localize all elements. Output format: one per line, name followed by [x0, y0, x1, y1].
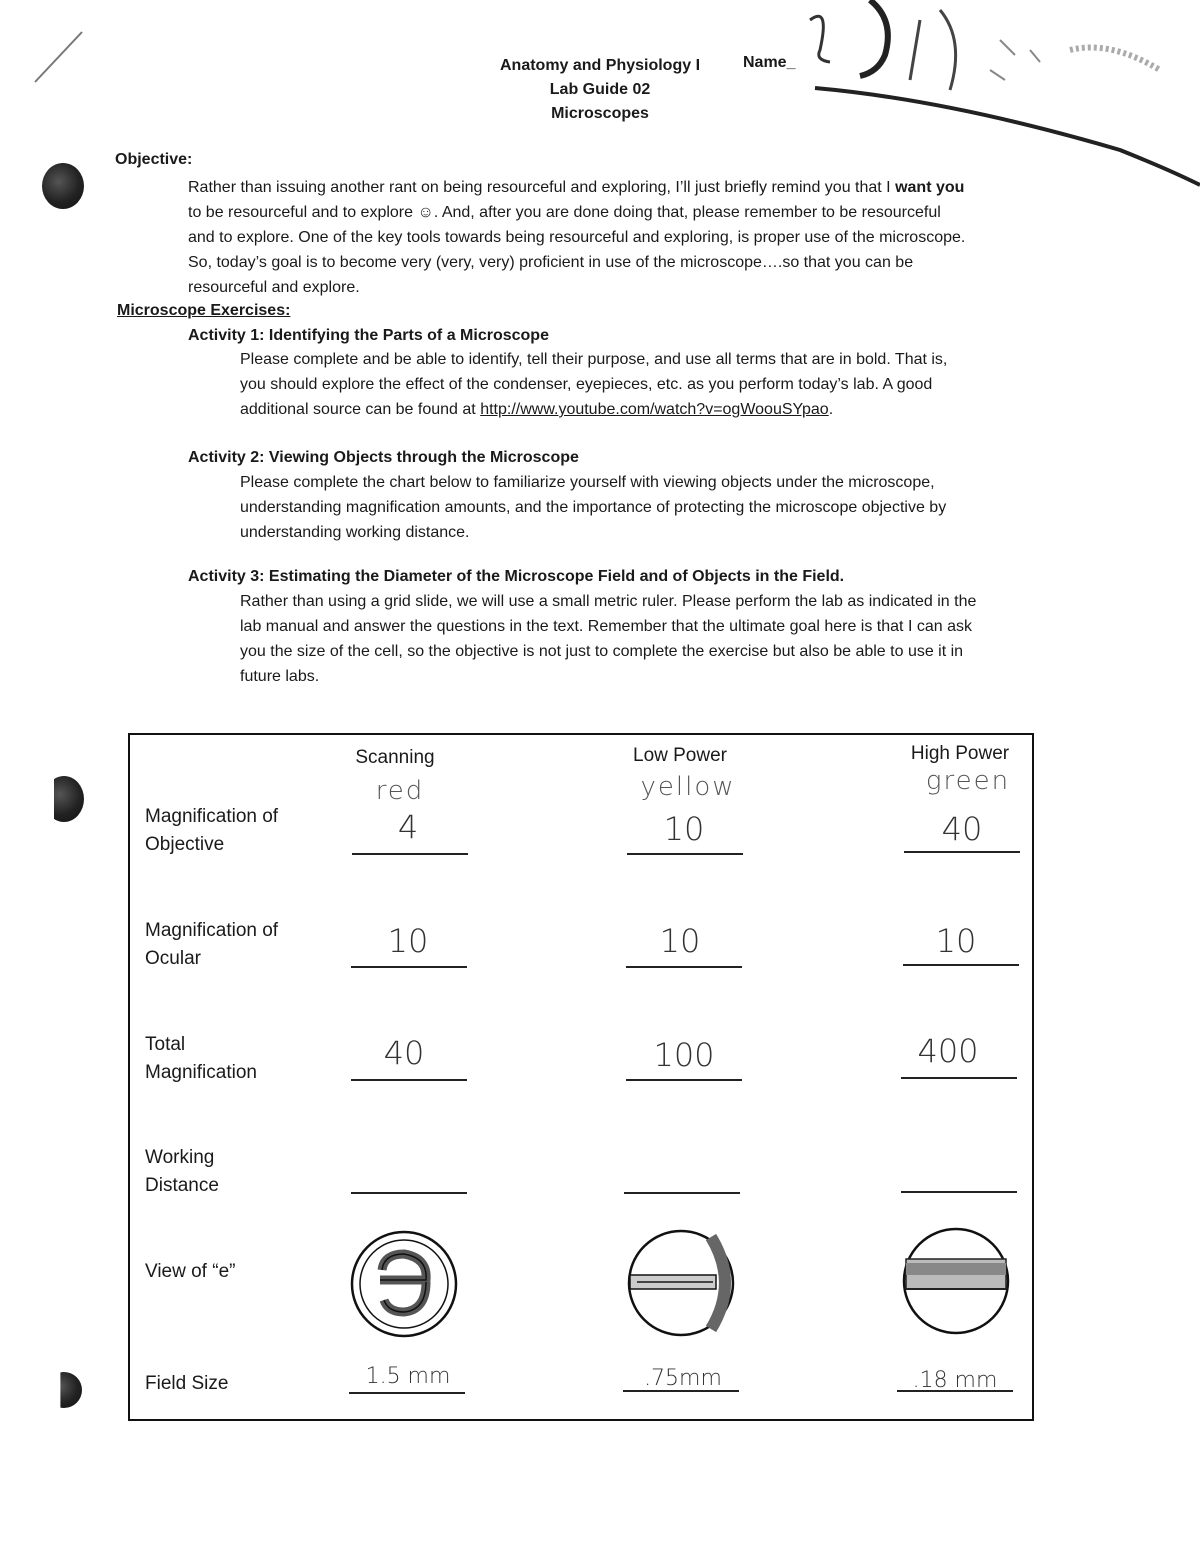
activity-2-title: Activity 2: Viewing Objects through the Microscope: [188, 449, 579, 466]
exercises-heading: Microscope Exercises:: [117, 302, 291, 319]
activity-line: you the size of the cell, so the objective is not just to complete the exercise but also be able to use it in: [240, 643, 964, 660]
name-scribble-signature: [790, 0, 1200, 200]
answer-line: [627, 853, 743, 855]
row-label-field-size: Field Size: [145, 1373, 229, 1394]
high-power-view-circle: [902, 1227, 1010, 1335]
answer-line: [901, 1077, 1017, 1079]
working-distance-blank-low[interactable]: [624, 1192, 740, 1194]
answer-line: [351, 966, 467, 968]
high-power-objective-value: 40: [941, 810, 983, 848]
activity-1-text: [240, 347, 1070, 422]
activity-2-text: [240, 470, 1070, 545]
objective-line: and to explore. One of the key tools towards being resourceful and exploring, is proper use of the microscope.: [188, 229, 966, 246]
column-header-high-power: High Power: [910, 743, 1010, 764]
activity-line: you should explore the effect of the condenser, eyepieces, etc. as you perform today’s lab. A good: [240, 376, 933, 393]
row-label-objective: Magnification of Objective: [145, 806, 279, 855]
answer-line: [351, 1079, 467, 1081]
pen-stroke-mark: [30, 30, 90, 90]
activity-line: lab manual and answer the questions in the text. Remember that the ultimate goal here is that I can ask: [240, 618, 972, 635]
answer-line: [904, 851, 1020, 853]
column-header-scanning: Scanning: [355, 747, 435, 768]
answer-line: [626, 966, 742, 968]
row-label-view-of-e: View of “e”: [145, 1261, 236, 1282]
course-title: Anatomy and Physiology I: [499, 57, 701, 74]
scanning-ocular-value: 10: [387, 922, 429, 960]
youtube-link[interactable]: http://www.youtube.com/watch?v=ogWoouSYpao: [480, 401, 829, 418]
low-power-total-value: 100: [653, 1036, 715, 1074]
activity-line: understanding working distance.: [240, 524, 470, 541]
high-power-field-size: .18 mm: [912, 1368, 998, 1393]
scanning-objective-color: red: [375, 776, 425, 806]
lab-topic: Microscopes: [551, 105, 649, 122]
high-power-total-value: 400: [917, 1032, 979, 1070]
low-power-ocular-value: 10: [659, 922, 701, 960]
activity-line: future labs.: [240, 668, 320, 685]
row-label-total: Total Magnification: [145, 1034, 257, 1083]
working-distance-blank-scanning[interactable]: [351, 1192, 467, 1194]
answer-line: [626, 1079, 742, 1081]
objective-emphasis: want you: [895, 179, 965, 196]
objective-heading: Objective:: [115, 151, 193, 168]
scanning-view-circle: [350, 1230, 458, 1338]
answer-line: [903, 964, 1019, 966]
row-label-working-distance: Working Distance: [145, 1147, 219, 1196]
document-header: [440, 54, 760, 126]
column-header-low-power: Low Power: [633, 745, 727, 766]
hole-punch-bottom: [46, 1372, 82, 1408]
answer-line: [897, 1390, 1013, 1392]
low-power-objective-value: 10: [663, 810, 705, 848]
hole-punch-top: [42, 163, 84, 209]
scanning-field-size: 1.5 mm: [365, 1364, 451, 1389]
low-power-field-size: .75mm: [644, 1366, 722, 1391]
objective-paragraph: [188, 175, 1088, 300]
objective-line: Rather than issuing another rant on being resourceful and exploring, I’ll just briefly remind you that I want you: [188, 179, 965, 196]
hole-punch-middle: [44, 776, 84, 822]
objective-line: So, today’s goal is to become very (very, very) proficient in use of the microscope….so that you can be: [188, 254, 914, 271]
high-power-objective-color: green: [925, 766, 1011, 796]
answer-line: [349, 1392, 465, 1394]
activity-line: understanding magnification amounts, and the importance of protecting the microscope objective by: [240, 499, 947, 516]
activity-3-text: [240, 589, 1070, 689]
high-power-ocular-value: 10: [935, 922, 977, 960]
activity-3-title: Activity 3: Estimating the Diameter of the Microscope Field and of Objects in the Field.: [188, 568, 845, 585]
objective-line: to be resourceful and to explore ☺. And, after you are done doing that, please remember to be resourceful: [188, 204, 941, 221]
activity-line: Rather than using a grid slide, we will use a small metric ruler. Please perform the lab as indicated in the: [240, 593, 977, 610]
activity-1-title: Activity 1: Identifying the Parts of a Microscope: [188, 327, 549, 344]
working-distance-blank-high[interactable]: [901, 1191, 1017, 1193]
activity-line: Please complete and be able to identify, tell their purpose, and use all terms that are in bold. That is,: [240, 351, 948, 368]
lab-guide-number: Lab Guide 02: [549, 81, 651, 98]
activity-line: additional source can be found at http://www.youtube.com/watch?v=ogWoouSYpao.: [240, 401, 834, 418]
low-power-view-circle: [627, 1229, 735, 1337]
answer-line: [623, 1390, 739, 1392]
name-field-label: Name_: [743, 54, 796, 71]
scanning-total-value: 40: [383, 1034, 425, 1072]
objective-line: resourceful and explore.: [188, 279, 360, 296]
activity-line: Please complete the chart below to familiarize yourself with viewing objects under the microscope,: [240, 474, 935, 491]
answer-line: [352, 853, 468, 855]
scanning-objective-value: 4: [397, 808, 419, 846]
low-power-objective-color: yellow: [640, 772, 736, 802]
row-label-ocular: Magnification of Ocular: [145, 920, 279, 969]
